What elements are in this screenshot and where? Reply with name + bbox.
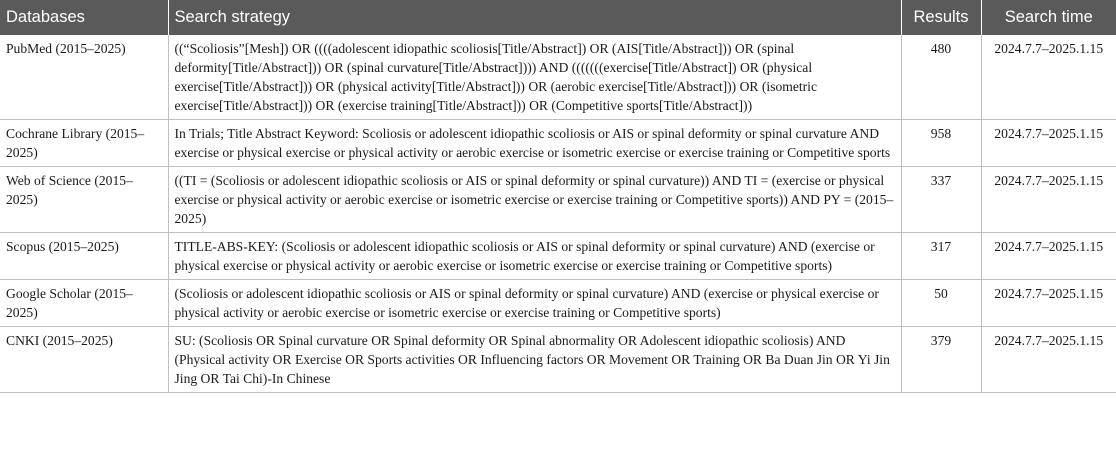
search-time-cell: 2024.7.7–2025.1.15 bbox=[981, 280, 1116, 327]
table-row bbox=[0, 120, 1116, 167]
table-row bbox=[0, 167, 1116, 233]
table-header bbox=[0, 0, 1116, 35]
strategy-cell: TITLE-ABS-KEY: (Scoliosis or adolescent idiopathic scoliosis or AIS or spinal deformity or spinal curvature) AND (exercise or physical exercise or physical activity or aerobic exercise or isometric exercise or exercise training or Competitive sports) bbox=[168, 233, 901, 280]
table-row bbox=[0, 280, 1116, 327]
header-search-strategy: Search strategy bbox=[168, 0, 901, 35]
strategy-cell: ((“Scoliosis”[Mesh]) OR ((((adolescent idiopathic scoliosis[Title/Abstract]) OR (AIS[Title/Abstract])) OR (spinal deformity[Title/Abstract])) OR (spinal curvature[Title/Abstract]))) AND (((((((exercise[Title/Abstract]) OR (physical exercise[Title/Abstract])) OR (physical activity[Title/Abstract])) OR (aerobic exercise[Title/Abstract])) OR (isometric exercise[Title/Abstract])) OR (exercise training[Title/Abstract])) OR (Competitive sports[Title/Abstract])) bbox=[168, 35, 901, 120]
table-row bbox=[0, 35, 1116, 120]
database-cell: Cochrane Library (2015–2025) bbox=[0, 120, 168, 167]
results-cell: 50 bbox=[901, 280, 981, 327]
search-time-cell: 2024.7.7–2025.1.15 bbox=[981, 167, 1116, 233]
search-time-cell: 2024.7.7–2025.1.15 bbox=[981, 327, 1116, 393]
header-databases: Databases bbox=[0, 0, 168, 35]
results-cell: 379 bbox=[901, 327, 981, 393]
table-body bbox=[0, 35, 1116, 393]
header-results: Results bbox=[901, 0, 981, 35]
search-time-cell: 2024.7.7–2025.1.15 bbox=[981, 35, 1116, 120]
results-cell: 480 bbox=[901, 35, 981, 120]
strategy-cell: (Scoliosis or adolescent idiopathic scoliosis or AIS or spinal deformity or spinal curvature) AND (exercise or physical exercise or physical activity or aerobic exercise or isometric exercise or exercise training or Competitive sports) bbox=[168, 280, 901, 327]
database-cell: PubMed (2015–2025) bbox=[0, 35, 168, 120]
strategy-cell: In Trials; Title Abstract Keyword: Scoliosis or adolescent idiopathic scoliosis or AIS or spinal deformity or spinal curvature AND exercise or physical exercise or physical activity or aerobic exercise or isometric exercise or exercise training or Competitive sports bbox=[168, 120, 901, 167]
results-cell: 317 bbox=[901, 233, 981, 280]
table-row bbox=[0, 327, 1116, 393]
results-cell: 337 bbox=[901, 167, 981, 233]
table-row bbox=[0, 233, 1116, 280]
header-row bbox=[0, 0, 1116, 35]
search-time-cell: 2024.7.7–2025.1.15 bbox=[981, 120, 1116, 167]
database-cell: CNKI (2015–2025) bbox=[0, 327, 168, 393]
database-cell: Web of Science (2015–2025) bbox=[0, 167, 168, 233]
header-search-time: Search time bbox=[981, 0, 1116, 35]
strategy-cell: SU: (Scoliosis OR Spinal curvature OR Spinal deformity OR Spinal abnormality OR Adolescent idiopathic scoliosis) AND (Physical activity OR Exercise OR Sports activities OR Influencing factors OR Movement OR Training OR Ba Duan Jin OR Yi Jin Jing OR Tai Chi)-In Chinese bbox=[168, 327, 901, 393]
strategy-cell: ((TI = (Scoliosis or adolescent idiopathic scoliosis or AIS or spinal deformity or spinal curvature)) AND TI = (exercise or physical exercise or physical activity or aerobic exercise or isometric exercise or exercise training or Competitive sports)) AND PY = (2015–2025) bbox=[168, 167, 901, 233]
database-cell: Google Scholar (2015–2025) bbox=[0, 280, 168, 327]
database-cell: Scopus (2015–2025) bbox=[0, 233, 168, 280]
results-cell: 958 bbox=[901, 120, 981, 167]
search-time-cell: 2024.7.7–2025.1.15 bbox=[981, 233, 1116, 280]
